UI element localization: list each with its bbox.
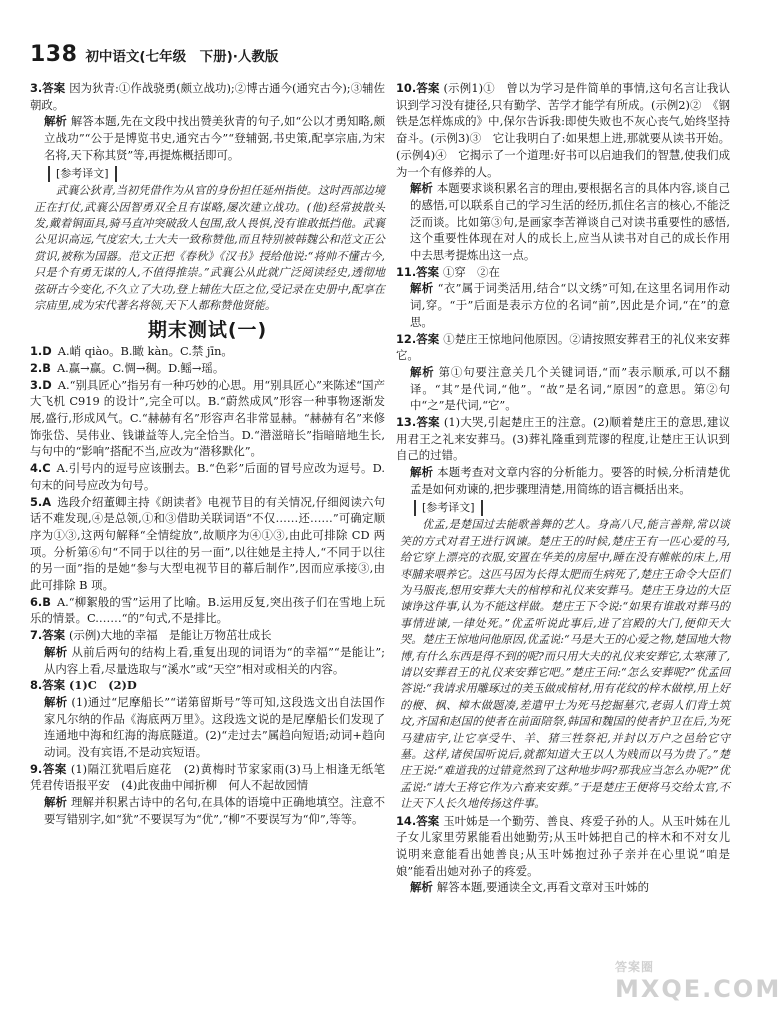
- answer-item: [396, 414, 730, 464]
- item-number: 8.答案: [30, 678, 66, 693]
- reference-translation: 优孟,是楚国过去能歌善舞的艺人。身高八尺,能言善辩,常以谈笑的方式对君王进行讽谏。楚庄王的时候,楚庄王有一匹心爱的马,给它穿上漂亮的衣服,安置在华美的房屋中,睡在没有帷帐的床上,用枣脯来喂养它。这匹马因为长得太肥而生病死了,楚庄王命令大臣们为马服丧,想用安葬大夫的棺椁和礼仪来安葬马。楚庄王身边的大臣谏诤这件事,认为不能这样做。楚庄王下令说:“如果有谁敢对葬马的事情进谏,一律处死。”优孟听说此事后,进了宫殿的大门,便仰天大哭。楚庄王惊地问他原因,优孟说:“马是大王的心爱之物,楚国地大物博,有什么东西是得不到的呢?而只用大夫的礼仪来安葬它,太寒薄了,请以安葬君王的礼仪来安葬它吧。”楚庄王问:“怎么安葬呢?”优孟回答说:“我请求用雕琢过的美玉做成棺材,用有花纹的梓木做椁,用上好的楩、枫、樟木做题凑,差遣甲士为死马挖掘墓穴,老弱人们背土筑坟,齐国和赵国的使者在前面陪祭,韩国和魏国的使者护卫在后,为死马建庙宇,让它享受牛、羊、猪三牲祭祀,并封以万户之邑给它守墓。这样,诸侯国听说后,就都知道大王以人为贱而以马为贵了。”楚庄王说:“难道我的过错竟然到了这种地步吗?那我应当怎么办呢?”优孟说:“请大王将它作为六畜来安葬。”于是楚庄王便将马交给太官,不让天下人长久地传扬这件事。: [400, 518, 730, 811]
- answer-item: [30, 360, 385, 377]
- item-text: A.峭 qiào。B.瞰 kàn。C.禁 jīn。: [57, 344, 233, 359]
- site-watermark: [615, 958, 781, 1016]
- reference-translation: 武襄公狄青,当初凭借作为从官的身份担任延州指使。这时西部边境正在打仗,武襄公因智勇双全且有谋略,屡次建立战功。(他)经常披散头发,戴着铜面具,骑马直冲突破敌人包围,敌人畏惧,没有谁敢抵挡他。武襄公见识高远,气度宏大,士大夫一致称赞他,而且特别被韩魏公和范文正公赏识,被称为国器。范文正把《春秋》《汉书》授给他说:“将帅不懂古今,只是个有勇无谋的人,不值得推崇。”武襄公从此就广泛阅读经史,透彻地弦研古今变化,不久立了大功,登上辅佐大臣之位,受记录在史册中,配享在宗庙里,成为宋代著名将领,天下人都称赞他贤能。: [34, 184, 385, 313]
- item-text: (1)通过“尼摩船长”“诺第留斯号”等可知,这段选文出自法国作家凡尔纳的作品《海底两万里》。这段选文说的是尼摩船长们发现了连通地中海和红海的海底隧道。(2)“走过去”属趋向短语;动词+趋向动词。没有宾语,不是动宾短语。: [44, 694, 385, 760]
- answer-item: [30, 677, 385, 694]
- left-column: [30, 80, 397, 828]
- analysis-tag: 解析: [44, 114, 67, 129]
- answer-item: [30, 377, 385, 461]
- item-number: 解析: [410, 181, 433, 196]
- section-title: 期末测试(一): [147, 319, 268, 342]
- item-text: (示例1)① 曾以为学习是件简单的事情,这句名言让我认识到学习没有捷径,只有勤学、苦学才能学有所成。(示例2)② 《钢铁是怎样炼成的》中,保尔告诉我:即使失败也不灰心丧气,始终坚持奋斗。(示例3)③ 它让我明白了:如果想上进,那就要从读书开始。(示例4)④ 它揭示了一个道理:好书可以启迪我们的智慧,使我们成为一个有修养的人。: [396, 81, 730, 179]
- item-text: (示例)大地的幸福 是能让万物茁壮成长: [69, 628, 272, 643]
- answer-item: [396, 364, 730, 414]
- item-number: 解析: [410, 281, 434, 296]
- q14-answer-text: 玉叶姊是一个勤劳、善良、疼爱子孙的人。从玉叶姊在儿子女儿家里劳累能看出她勤劳;从玉叶姊把自己的梓木和不对女儿说明来意能看出她善良;从玉叶姊抱过孙子亲并在心里说“咱是娘”能看出她对孙子的疼爱。: [396, 813, 730, 878]
- answer-item: [30, 694, 385, 761]
- q3-answer: [30, 80, 385, 113]
- item-number: 4.C: [30, 461, 51, 476]
- answer-item: [396, 264, 730, 281]
- item-number: 5.A: [30, 494, 52, 509]
- item-number: 2.B: [30, 360, 51, 375]
- answer-tag: 14.答案: [396, 813, 440, 828]
- right-answer-list: [396, 80, 730, 498]
- answer-item: [30, 761, 397, 794]
- reference-translation-title: [参考译文]: [48, 166, 117, 183]
- answer-tag: 3.答案: [30, 81, 66, 95]
- item-text: A.赢→赢。C.惆→稠。D.鳐→瑶。: [56, 360, 225, 375]
- item-text: A.引号内的逗号应该删去。B.“色彩”后面的冒号应改为逗号。D.句末的问号应改为句号。: [30, 461, 385, 492]
- answer-item: [30, 594, 385, 627]
- item-text: 本题要求谈积累名言的理由,要根据名言的具体内容,谈自己的感悟,可以联系自己的学习生活的经历,抓住名言的核心,不能泛泛而谈。比如第③句,是画家李苦禅谈自己对读书重要性的感悟,这个重要性体现在对人的成长上,应当从读书对自己的成长作用中去思考提炼出这一点。: [410, 181, 730, 263]
- page-header: [30, 42, 278, 74]
- item-number: 12.答案: [396, 331, 440, 346]
- item-text: 选段介绍董卿主持《朗读者》电视节目的有关情况,仔细阅读六句话不难发现,④是总领,①和③借助关联词语“不仅……还……”可确定顺序为①③,这两句解释“全情绽放”,故顺序为④①③,由此可排除 CD 两项。分析第⑥句“不同于以往的另一面”,以往她是主持人,“不同于以往的另一面”指的是她“参与大型电视节目的幕后制作”,因而应承接③,由此可排除 B 项。: [30, 494, 385, 593]
- item-text: (1)大哭,引起楚庄王的注意。(2)顺着楚庄王的意思,建议用君王之礼来安葬马。(3)葬礼隆重到荒谬的程度,让楚庄王认识到自己的过错。: [396, 415, 730, 463]
- item-number: 11.答案: [396, 264, 439, 279]
- watermark-main-text: MXQE.COM: [615, 975, 781, 1003]
- item-text: (1)隔江犹唱后庭花 (2)黄梅时节家家雨(3)马上相逢无纸笔 凭君传语报平安 (4)此夜曲中闻折柳 何人不起故园情: [30, 761, 397, 793]
- item-text: ①楚庄王惊地问他原因。②请按照安葬君王的礼仪来安葬它。: [396, 331, 730, 363]
- answer-item: [30, 627, 385, 644]
- left-answer-list: [30, 343, 397, 827]
- q3-analysis: [30, 113, 385, 163]
- answer-item: [30, 794, 385, 827]
- item-text: 本题考查对文章内容的分析能力。要答的时候,分析清楚优孟是如何劝谏的,把步骤理清楚,用简练的语言概括出来。: [410, 465, 730, 496]
- q14-answer: [396, 813, 730, 880]
- item-number: 3.D: [30, 377, 52, 392]
- item-text: 理解并积累古诗中的名句,在具体的语境中正确地填空。注意不要写错别字,如“犹”不要误写为“优”,“柳”不要误写为“仰”,等等。: [44, 795, 385, 826]
- watermark-top-text: 答案圈: [615, 960, 655, 974]
- q3-answer-text: 因为狄青:①作战骁勇(颇立战功);②博古通今(通究古今);③辅佐朝政。: [30, 81, 385, 112]
- item-text: “衣”属于词类活用,结合“以文绣”可知,在这里名词用作动词,穿。“于”后面是表示方位的名词“前”,因此是介词,“在”的意思。: [410, 281, 730, 329]
- q14-analysis: [396, 879, 730, 896]
- reference-translation-title: [参考译文]: [414, 500, 483, 517]
- q3-analysis-text: 解答本题,先在文段中找出赞美狄青的句子,如“公以才勇知略,颇立战功”“公于是博览书史,通究古今”“登辅弼,书史策,配享宗庙,为宋名将,天下称其贤”等,再提炼概括即可。: [44, 114, 385, 162]
- item-number: 解析: [44, 795, 67, 810]
- item-number: 13.答案: [396, 415, 440, 430]
- page-number: 138: [30, 42, 78, 67]
- item-text: ①穿 ②在: [442, 264, 500, 279]
- item-number: 10.答案: [396, 81, 440, 95]
- item-text: 从前后两句的结构上看,重复出现的词语为“的幸福”“是能让”;从内容上看,尽量选取与“溪水”或“天空”相对或相关的内容。: [44, 644, 385, 676]
- item-number: 6.B: [30, 594, 51, 609]
- item-text: A.“柳絮般的雪”运用了比喻。B.运用反复,突出孩子们在雪地上玩乐的情景。C.……“的”句式,不是排比。: [30, 594, 385, 626]
- item-text: 第①句要注意关几个关键词语,“而”表示顺承,可以不翻译。“其”是代词,“他”。“故”是名词,“原因”的意思。第②句中“之”是代词,“它”。: [410, 364, 730, 413]
- answer-item: [30, 494, 385, 594]
- answer-item: [396, 180, 730, 264]
- item-number: 7.答案: [30, 628, 66, 643]
- answer-item: [396, 80, 730, 180]
- item-number: 9.答案: [30, 761, 67, 776]
- analysis-tag: 解析: [410, 880, 433, 895]
- book-title: 初中语文(七年级 下册)·人教版: [85, 49, 279, 65]
- answer-item: [396, 464, 730, 497]
- item-number: 1.D: [30, 344, 52, 359]
- answer-item: [30, 460, 385, 493]
- item-text: (1)C (2)D: [69, 678, 137, 693]
- q14-analysis-text: 解答本题,要通读全文,再看文章对玉叶姊的: [436, 880, 650, 895]
- right-column: [396, 80, 730, 896]
- item-number: 解析: [44, 694, 68, 709]
- item-number: 解析: [44, 644, 68, 659]
- item-number: 解析: [410, 364, 435, 379]
- item-text: A.“别具匠心”指另有一种巧妙的心思。用“别具匠心”来陈述“国产大飞机 C919 的设计”,完全可以。B.“蔚然成风”形容一种事物逐渐发展,盛行,形成风气。C.“赫赫有名”形容声名非常显赫。“赫赫有名”来修饰张岱、吴伟业、钱谦益等人,完全恰当。D.“潜滋暗长”指暗暗地生长,与句中的“影响”搭配不当,应改为“潜移默化”。: [30, 377, 385, 459]
- answer-item: [30, 343, 385, 360]
- answer-item: [396, 331, 730, 364]
- answer-item: [30, 644, 385, 677]
- item-number: 解析: [410, 465, 434, 480]
- answer-item: [396, 280, 730, 330]
